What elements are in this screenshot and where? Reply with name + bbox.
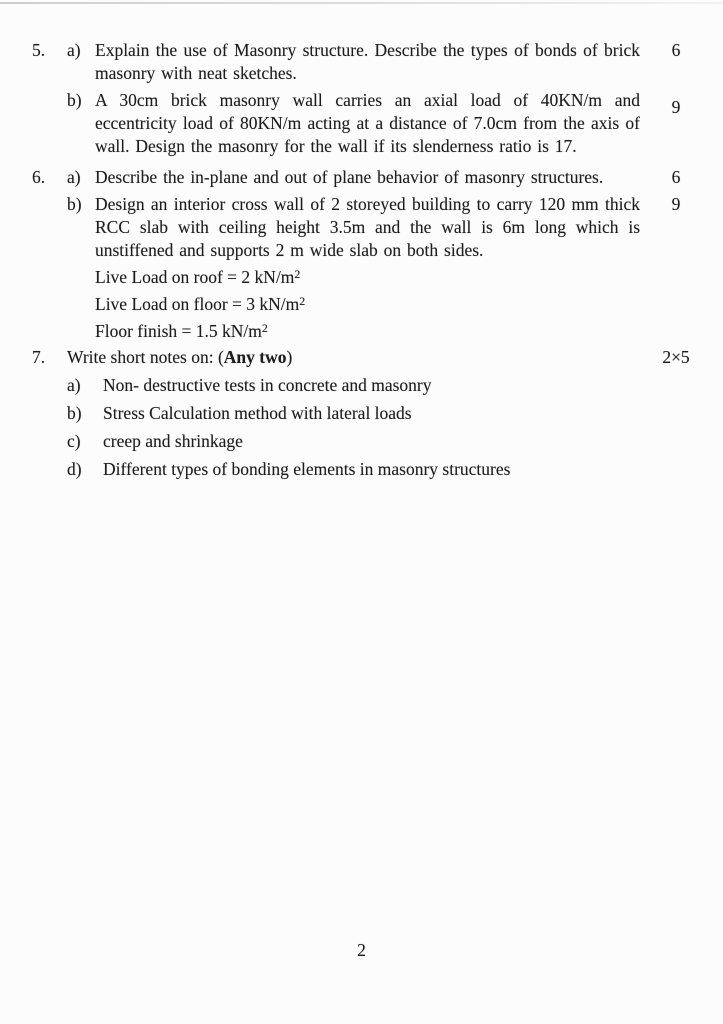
question-part (67, 193, 702, 343)
question-intro-text (67, 346, 702, 369)
superscript: 2 (294, 267, 301, 281)
marks-value: 6 (671, 167, 681, 187)
option-label: a) (67, 375, 81, 395)
part-label: a) (67, 167, 81, 187)
marks-value: 9 (671, 97, 681, 117)
data-line (95, 320, 640, 343)
question-number: 7. (32, 347, 46, 367)
question-part (67, 89, 702, 158)
question-7 (32, 346, 702, 481)
option-label: c) (67, 431, 81, 451)
question-5 (32, 39, 702, 158)
marks-value: 2×5 (662, 347, 690, 367)
intro-pre: Write short notes on: ( (67, 347, 224, 367)
intro-bold: Any two (223, 347, 287, 367)
option-text: Different types of bonding elements in masonry structures (103, 459, 511, 479)
page-number: 2 (357, 940, 366, 960)
question-body (67, 346, 702, 481)
option-text: creep and shrinkage (103, 431, 243, 451)
marks-value: 9 (671, 194, 681, 214)
option-row (67, 402, 702, 425)
data-line-text: Live Load on roof = 2 kN/m (95, 267, 295, 287)
data-line (95, 293, 640, 316)
part-text: A 30cm brick masonry wall carries an axial load of 40KN/m and eccentricity load of 80KN/m acting at a distance of 7.0cm from the axis of wall. Design the masonry for the wall if its slenderness ratio is 17. (95, 90, 640, 156)
question-part (67, 39, 702, 85)
question-body (67, 39, 702, 158)
superscript: 2 (299, 294, 306, 308)
option-text: Non- destructive tests in concrete and masonry (103, 375, 432, 395)
option-text: Stress Calculation method with lateral loads (103, 403, 412, 423)
scan-artifact-line (0, 2, 723, 4)
data-line (95, 266, 640, 289)
part-text: Describe the in-plane and out of plane behavior of masonry structures. (95, 167, 604, 187)
option-row (67, 458, 702, 481)
part-text: Design an interior cross wall of 2 storeyed building to carry 120 mm thick RCC slab with ceiling height 3.5m and the wall is 6m long which is unstiffened and supports 2 m wide slab on both sides. (95, 194, 640, 260)
option-label: d) (67, 459, 82, 479)
question-part (67, 166, 702, 189)
part-text: Explain the use of Masonry structure. Describe the types of bonds of brick masonry with neat sketches. (95, 40, 640, 83)
option-label: b) (67, 403, 82, 423)
question-body (67, 166, 702, 343)
part-label: b) (67, 194, 82, 214)
part-label: b) (67, 90, 82, 110)
option-row (67, 374, 702, 397)
intro-post: ) (286, 347, 293, 367)
question-intro (67, 346, 702, 369)
question-number: 5. (32, 40, 46, 60)
superscript: 2 (261, 321, 268, 335)
marks-value: 6 (671, 40, 681, 60)
page-content (32, 39, 702, 481)
question-number: 6. (32, 167, 46, 187)
part-label: a) (67, 40, 81, 60)
data-line-text: Live Load on floor = 3 kN/m (95, 294, 300, 314)
data-line-text: Floor finish = 1.5 kN/m (95, 321, 262, 341)
option-row (67, 430, 702, 453)
question-6 (32, 166, 702, 343)
